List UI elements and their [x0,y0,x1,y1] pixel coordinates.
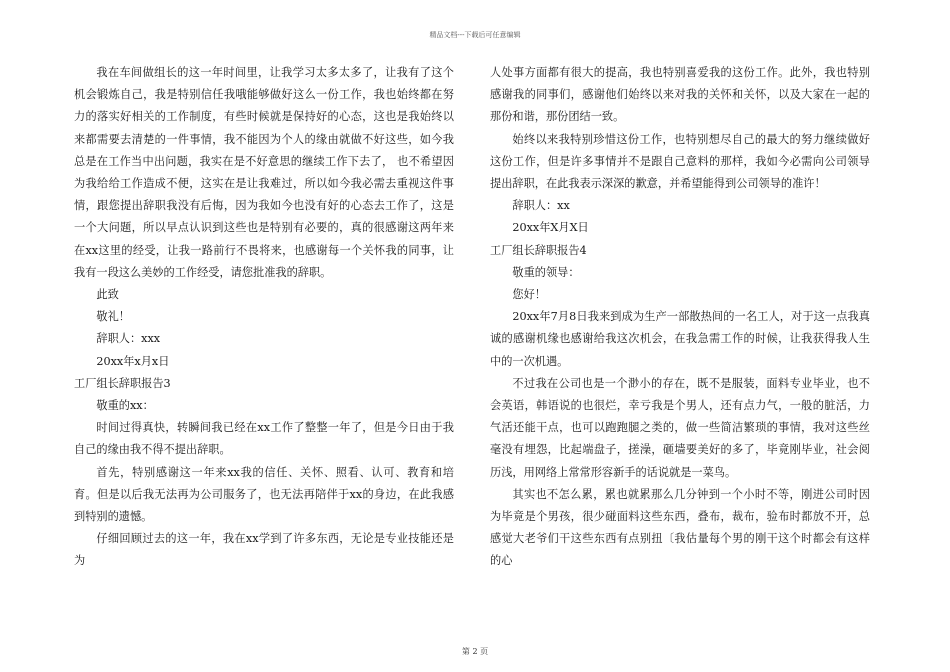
paragraph: 辞职人：xx [512,199,570,213]
paragraph: 20xx年x月x日 [96,354,170,368]
section-heading: 工厂组长辞职报告3 [74,376,171,390]
paragraph: 敬重的领导： [512,265,580,279]
right-column [490,62,870,573]
paragraph: 不过我在公司也是一个渺小的存在，既不是服装，面料专业毕业，也不会英语，韩语说的也很烂，幸亏我是个男人，还有点力气，一般的脏活，力气活还能干点，也可以跑跑腿之类的，做一些简洁繁琐的事情，我对这些丝毫没有埋怨，比起端盘子，搓澡，砸墙要美好的多了，毕竟刚毕业，社会阅历浅，用网络上常常形容新手的话说就是一菜鸟。 [490,376,870,479]
page-number: 第 2 页 [461,647,489,656]
section-heading: 工厂组长辞职报告4 [490,243,587,257]
left-column [74,62,454,573]
paragraph: 20xx年7月8日我来到成为生产一部散热间的一名工人，对于这一点我真诚的感谢机缘也感谢给我这次机会，在我急需工作的时候，让我获得我人生中的一次机遇。 [490,310,870,368]
page-header: 精品文档---下载后可任意编辑 [429,31,521,39]
paragraph: 始终以来我特别珍惜这份工作，也特别想尽自己的最大的努力继续做好这份工作，但是许多事情并不是跟自己意料的那样，我如今必需向公司领导提出辞职，在此我表示深深的歉意，并希望能得到公司领导的准许！ [490,132,870,191]
paragraph: 时间过得真快，转瞬间我已经在xx工作了整整一年了，但是今日由于我自己的缘由我不得不提出辞职。 [74,421,454,457]
paragraph: 敬重的xx： [96,399,154,413]
paragraph: 我在车间做组长的这一年时间里，让我学习太多太多了，让我有了这个机会锻炼自己，我是特别信任我哦能够做好这么一份工作，我也始终都在努力的落实好相关的工作制度，有些时候就是保持好的心态，这也是我始终以来都需要去清楚的一件事情，我不能因为个人的缘由就做不好这些，如今我总是在工作当中出问题，我实在是不好意思的继续工作下去了， 也不希望因为我给给工作造成不便，这实在是让我难过，所以如今我必需去重视这件事情，跟您提出辞职我没有后悔，因为我如今也没有好的心态去工作了，这是一个大问题，所以早点认识到这些也是特别有必要的，真的很感谢这两年来在xx这里的经受，让我一路前行不畏将来，也感谢每一个关怀我的同事，让我有一段这么美妙的工作经受，请您批准我的辞职。 [74,66,454,279]
paragraph: 其实也不怎么累，累也就累那么几分钟到一个小时不等，刚进公司时因为毕竟是个男孩，很少碰面料这些东西，叠布，裁布，验布时都放不开，总感觉大老爷们干这些东西有点别扭〔我估量每个男的刚干这个时都会有这样的心 [490,487,870,568]
paragraph: 您好！ [512,288,546,302]
paragraph: 辞职人：xxx [96,332,161,346]
paragraph: 此致 [96,288,119,302]
paragraph: 敬礼！ [96,310,130,324]
paragraph: 20xx年X月X日 [512,221,589,235]
paragraph: 人处事方面都有很大的提高，我也特别喜爱我的这份工作。此外，我也特别感谢我的同事们，感谢他们始终以来对我的关怀和关怀，以及大家在一起的那份和谐，那份团结一致。 [490,66,870,124]
paragraph: 仔细回顾过去的这一年，我在xx学到了许多东西，无论是专业技能还是为 [74,532,454,568]
paragraph: 首先，特别感谢这一年来xx我的信任、关怀、照看、认可、教育和培育。但是以后我无法再为公司服务了，也无法再陪伴于xx的身边，在此我感到特别的遗憾。 [74,465,454,524]
